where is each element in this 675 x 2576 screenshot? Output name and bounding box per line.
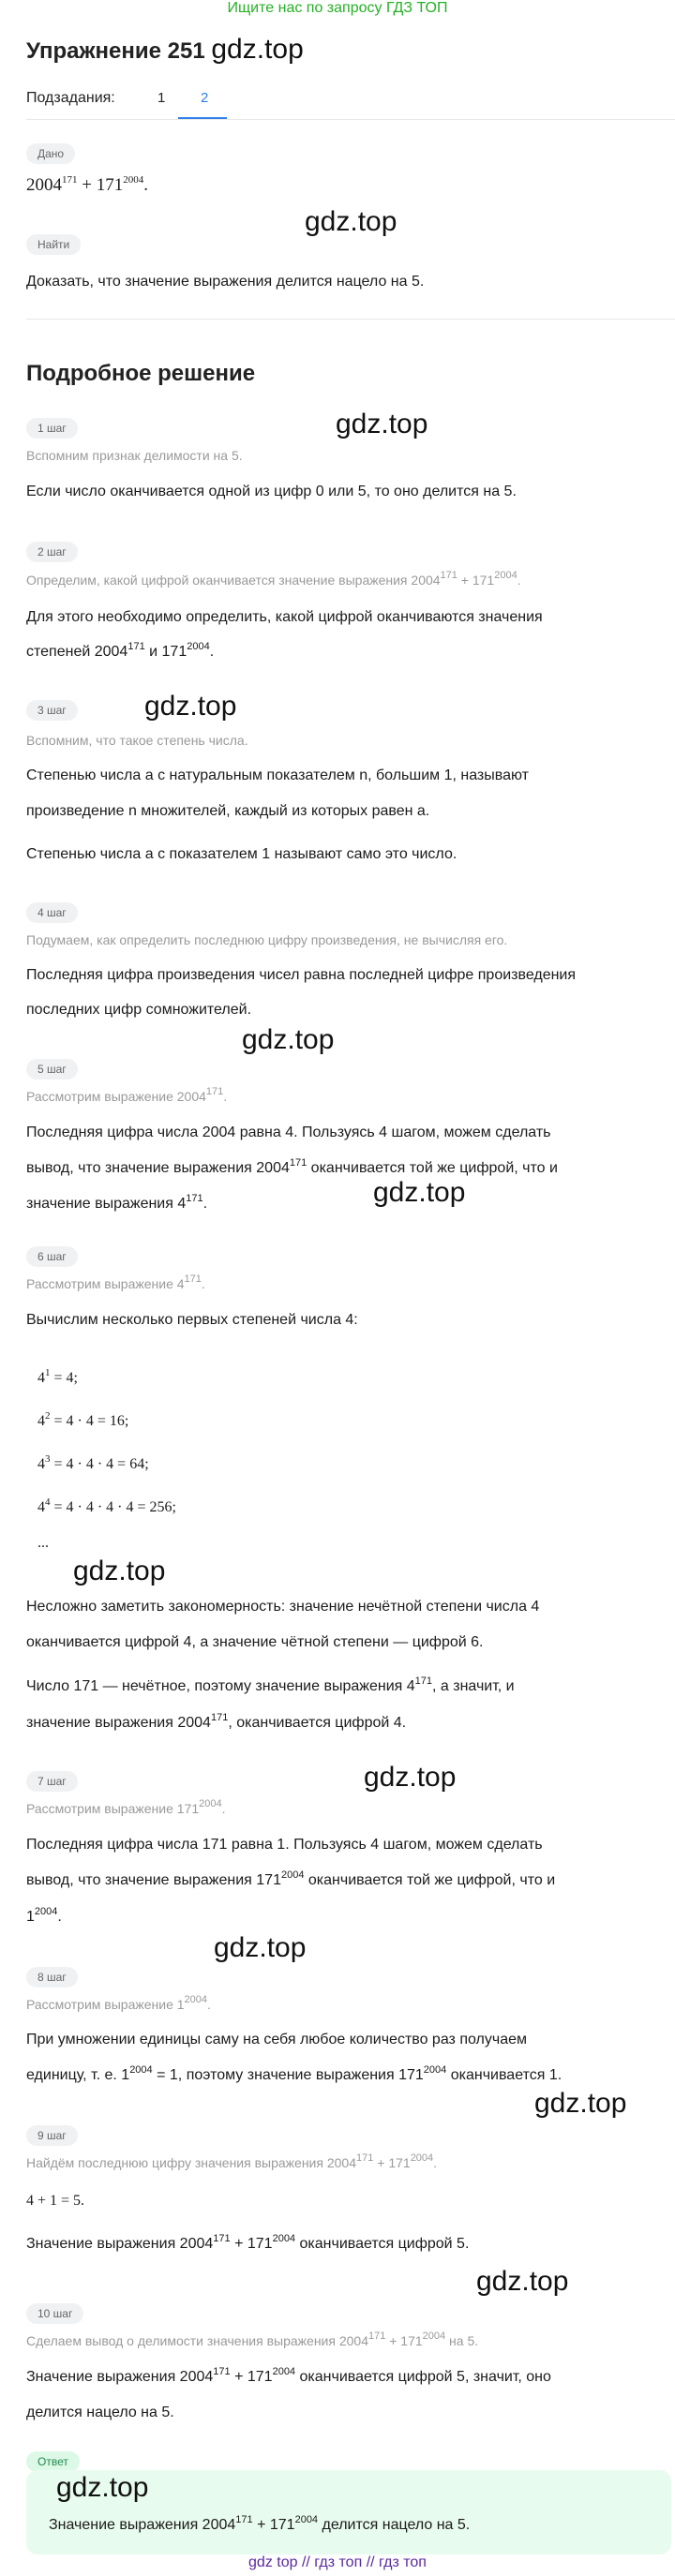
step-badge: 8 шаг (26, 1967, 78, 1988)
step-text: При умножении единицы саму на себя любое количество раз получаем (26, 2032, 528, 2047)
divider (26, 319, 675, 320)
given-badge: Дано (26, 143, 75, 164)
tab-1[interactable]: 1 (158, 90, 166, 106)
watermark: gdz.top (211, 34, 304, 65)
watermark: gdz.top (476, 2266, 569, 2297)
footer-links[interactable]: gdz top // гдз топ // гдз топ (248, 2554, 427, 2570)
step-text: вывод, что значение выражения 2004$^{171}$ оканчивается той же цифрой, что и (26, 1156, 558, 1176)
step-hint: Определим, какой цифрой оканчивается значение выражения $2004^{171} + 171^{2004}$. (26, 570, 521, 588)
step-badge: 9 шаг (26, 2125, 78, 2146)
list-item: $4^4 = 4 \cdot 4 \cdot 4 \cdot 4 = 256$; (38, 1496, 176, 1515)
step-text: Число 171 — нечётное, поэтому значение выражения $4^{171}$, а значит, и (26, 1675, 515, 1694)
watermark: gdz.top (364, 1762, 457, 1793)
list-item: ... (38, 1535, 49, 1551)
step-text: значение выражения 2004$^{171}$, оканчивается цифрой 4. (26, 1711, 407, 1731)
find-badge: Найти (26, 234, 81, 255)
step-text: Степенью числа a с натуральным показателем n, большим 1, называют (26, 767, 529, 783)
step-hint: Рассмотрим выражение $171^{2004}$. (26, 1798, 226, 1816)
step-hint: Вспомним, что такое степень числа. (26, 733, 248, 748)
step-text: Последняя цифра числа 171 равна 1. Пользуясь 4 шагом, можем сделать (26, 1837, 543, 1853)
step-badge: 5 шаг (26, 1059, 78, 1080)
watermark: gdz.top (214, 1932, 307, 1963)
step-hint: Найдём последнюю цифру значения выражения $2004^{171} + 171^{2004}$. (26, 2152, 438, 2170)
step-text: Вычислим несколько первых степеней числа 4: (26, 1312, 358, 1328)
divider (26, 119, 675, 120)
step-hint: Вспомним признак делимости на 5. (26, 448, 243, 463)
powers-list (38, 1357, 656, 1557)
step-hint: Рассмотрим выражение 2004$^{171}$. (26, 1086, 228, 1104)
step-text: Значение выражения $2004^{171} + 171^{2004}$ оканчивается цифрой 5, значит, оно (26, 2365, 551, 2385)
step-text: Степенью числа a с показателем 1 называют само это число. (26, 846, 458, 862)
answer-badge: Ответ (26, 2451, 80, 2472)
watermark: gdz.top (534, 2088, 627, 2119)
step-badge: 6 шаг (26, 1246, 78, 1267)
step-text: последних цифр сомножителей. (26, 1002, 252, 1018)
watermark: gdz.top (242, 1024, 335, 1055)
step-text: Несложно заметить закономерность: значение нечётной степени числа 4 (26, 1599, 540, 1615)
step-badge: 3 шаг (26, 700, 78, 721)
step-text: Если число оканчивается одной из цифр 0 или 5, то оно делится на 5. (26, 484, 517, 499)
subtasks-label: Подзадания: (26, 90, 115, 106)
step-text: степеней 2004$^{171}$ и $171^{2004}$. (26, 640, 215, 660)
step-text: вывод, что значение выражения $171^{2004}$ оканчивается той же цифрой, что и (26, 1869, 556, 1888)
page-title (26, 34, 304, 66)
list-item: $4^2 = 4 \cdot 4 = 16$; (38, 1409, 129, 1429)
step-badge: 1 шаг (26, 418, 78, 439)
title-text: Упражнение 251 (26, 38, 205, 64)
watermark: gdz.top (305, 206, 398, 237)
watermark: gdz.top (144, 691, 237, 722)
step-text: Последняя цифра числа 2004 равна 4. Пользуясь 4 шагом, можем сделать (26, 1124, 551, 1140)
step-text: $1^{2004}$. (26, 1905, 62, 1925)
step-badge: 2 шаг (26, 542, 78, 562)
top-banner[interactable]: Ищите нас по запросу ГДЗ ТОП (227, 0, 448, 16)
solution-title: Подробное решение (26, 361, 256, 386)
step-text: произведение n множителей, каждый из которых равен a. (26, 803, 430, 819)
step-badge: 7 шаг (26, 1771, 78, 1792)
list-item: $4^1 = 4$; (38, 1366, 78, 1386)
given-expression: $2004^{171} + 171^{2004}$. (26, 173, 148, 195)
step-text: делится нацело на 5. (26, 2405, 174, 2420)
tab-2[interactable]: 2 (201, 90, 209, 106)
step-badge: 10 шаг (26, 2303, 83, 2324)
step-text: Значение выражения $2004^{171} + 171^{2004}$ оканчивается цифрой 5. (26, 2232, 470, 2252)
step-text: единицу, т. е. $1^{2004} = 1$, поэтому значение выражения $171^{2004}$ оканчивается 1. (26, 2063, 562, 2083)
watermark: gdz.top (373, 1177, 466, 1208)
step-hint: Рассмотрим выражение $1^{2004}$. (26, 1994, 211, 2012)
step-hint: Подумаем, как определить последнюю цифру произведения, не вычисляя его. (26, 932, 508, 947)
list-item: $4^3 = 4 \cdot 4 \cdot 4 = 64$; (38, 1452, 149, 1472)
step-hint: Рассмотрим выражение $4^{171}$. (26, 1273, 205, 1291)
step-text: Для этого необходимо определить, какой цифрой оканчиваются значения (26, 609, 543, 625)
step-text: оканчивается цифрой 4, а значение чётной степени — цифрой 6. (26, 1634, 484, 1650)
step-hint: Сделаем вывод о делимости значения выражения $2004^{171} + 171^{2004}$ на 5. (26, 2330, 479, 2348)
watermark: gdz.top (73, 1556, 166, 1586)
step-text: 4 + 1 = 5. (26, 2193, 85, 2209)
answer-text: Значение выражения $2004^{171} + 171^{2004}$ делится нацело на 5. (49, 2513, 471, 2533)
find-text: Доказать, что значение выражения делится нацело на 5. (26, 274, 425, 290)
watermark: gdz.top (56, 2472, 149, 2503)
step-text: значение выражения $4^{171}$. (26, 1192, 208, 1212)
step-badge: 4 шаг (26, 902, 78, 923)
watermark: gdz.top (336, 409, 428, 439)
step-text: Последняя цифра произведения чисел равна последней цифре произведения (26, 967, 577, 983)
